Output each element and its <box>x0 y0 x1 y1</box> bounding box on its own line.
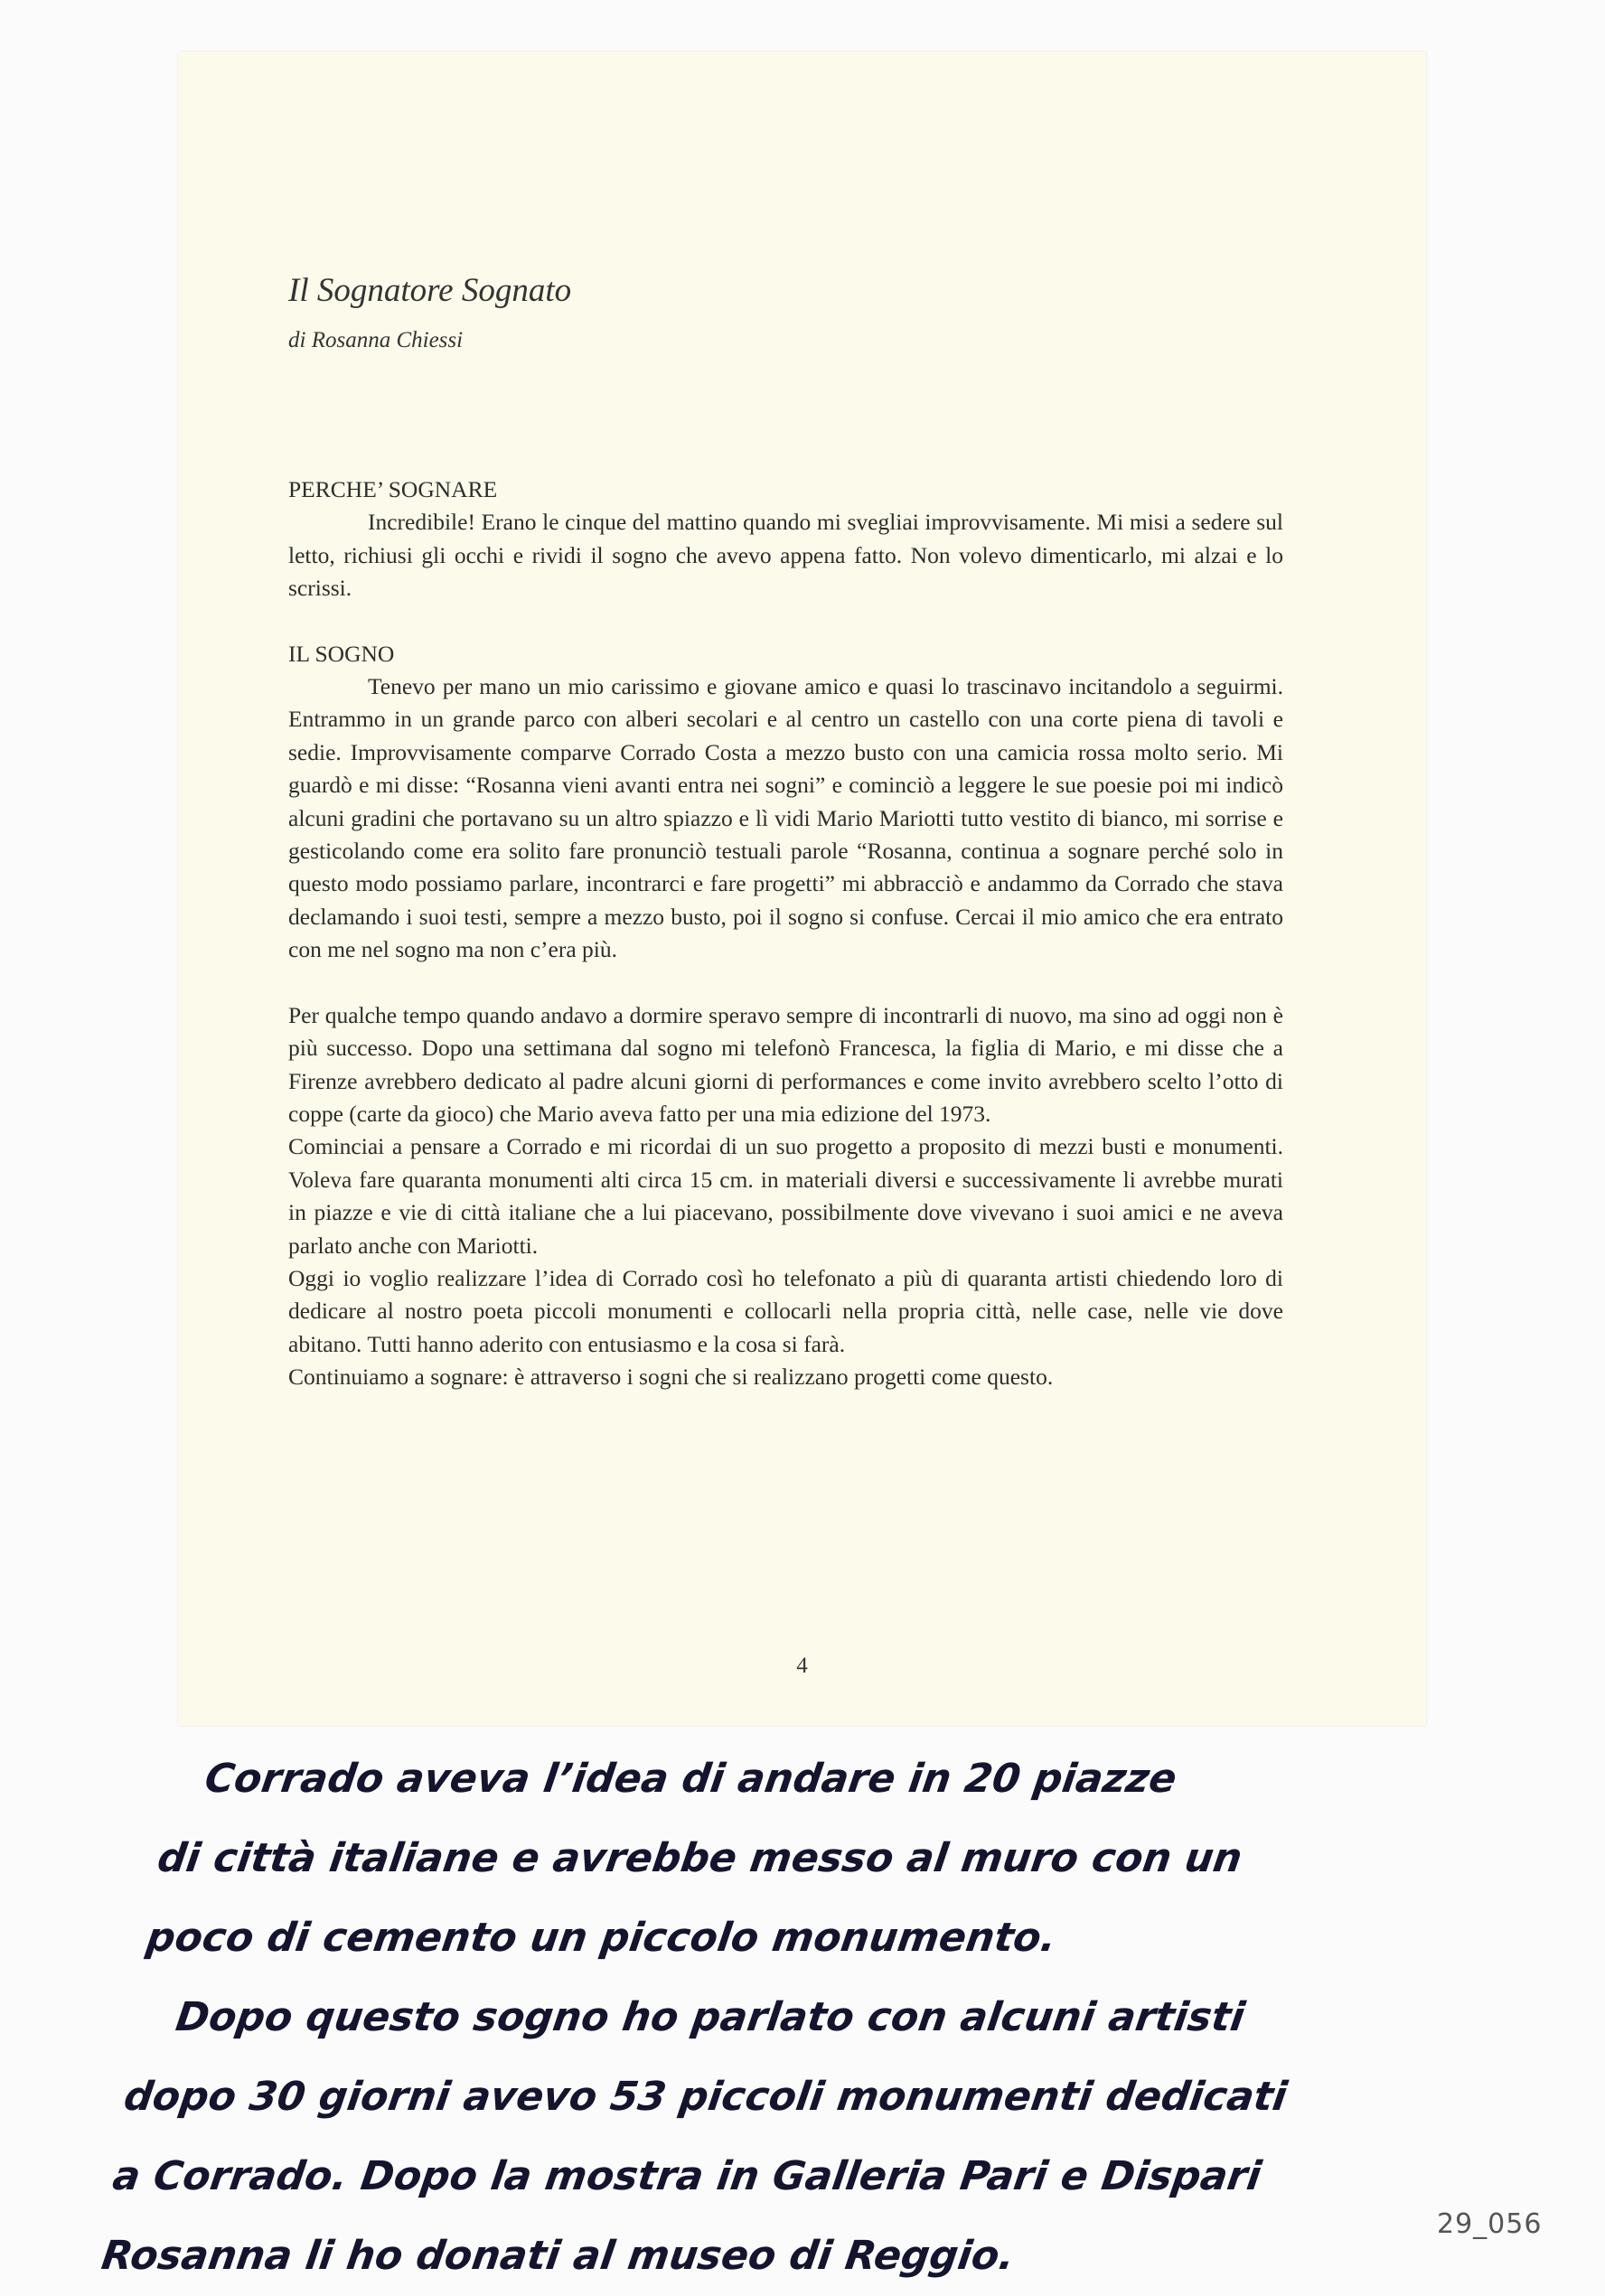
section-heading-perche-sognare: PERCHE’ SOGNARE <box>288 476 498 502</box>
archive-code: 29_056 <box>1437 2208 1543 2240</box>
handwritten-line: a Corrado. Dopo la mostra in Galleria Pari e Dispari <box>109 2153 1264 2199</box>
paragraph-phone-call: Per qualche tempo quando andavo a dormire speravo sempre di incontrarli di nuovo, ma sino ad oggi non è più successo. Dopo una settimana dal sogno mi telefonò Francesca, la figlia di Mario, e mi disse che a Firenze avrebbero dedicato al padre alcuni giorni di performances e come invito avrebbero scelto l’otto di coppe (carte da gioco) che Mario aveva fatto per una mia edizione del 1973. <box>288 1001 1283 1127</box>
handwritten-line: di città italiane e avrebbe messo al muro con un <box>155 1835 1245 1881</box>
paragraph-closing: Continuiamo a sognare: è attraverso i sogni che si realizzano progetti come questo. <box>288 1364 1054 1391</box>
handwritten-line: poco di cemento un piccolo monumento. <box>143 1915 1060 1961</box>
article-body <box>288 473 1283 1394</box>
author-line: di Rosanna Chiessi <box>288 328 464 352</box>
handwritten-note <box>97 1739 1531 2296</box>
section-paragraph-perche-sognare: Incredibile! Erano le cinque del mattino quando mi svegliai improvvisamente. Mi misi a sedere sul letto, richiusi gli occhi e rividi il sogno che avevo appena fatto. Non volevo dimenticarlo, mi alzai e lo scrissi. <box>288 509 1283 602</box>
section-paragraph-il-sogno: Tenevo per mano un mio carissimo e giovane amico e quasi lo trascinavo incitandolo a seguirmi. Entrammo in un grande parco con alberi secolari e al centro un castello con una corte piena di tavoli e sedie. Improvvisamente comparve Corrado Costa a mezzo busto con una camicia rossa molto serio. Mi guardò e mi disse: “Rosanna vieni avanti entra nei sogni” e cominciò a leggere le sue poesie poi mi indicò alcuni gradini che portavano su un altro spiazzo e lì vidi Mario Mariotti tutto vestito di bianco, mi sorrise e gesticolando come era solito fare pronunciò testuali parole “Rosanna, continua a sognare perché solo in questo modo possiamo parlare, incontrarci e fare progetti” mi abbracciò e andammo da Corrado che stava declamando i suoi testi, sempre a mezzo busto, poi il sogno si confuse. Cercai il mio amico che era entrato con me nel sogno ma non c’era più. <box>288 673 1283 963</box>
paragraph-corrado-project: Cominciai a pensare a Corrado e mi ricordai di un suo progetto a proposito di mezzi busti e monumenti. Voleva fare quaranta monumenti alti circa 15 cm. in materiali diversi e successivamente li avrebbe murati in piazze e vie di città italiane che a lui piacevano, possibilmente dove vivevano i suoi amici e ne aveva parlato anche con Mariotti. <box>288 1133 1283 1259</box>
handwritten-line: Dopo questo sogno ho parlato con alcuni artisti <box>173 1994 1248 2040</box>
page-number: 4 <box>796 1654 808 1678</box>
handwritten-line: Corrado aveva l’idea di andare in 20 piazze <box>202 1756 1180 1802</box>
handwritten-line: Rosanna li ho donati al museo di Reggio. <box>99 2233 1018 2279</box>
handwritten-line: dopo 30 giorni avevo 53 piccoli monumenti dedicati <box>121 2074 1291 2120</box>
section-heading-il-sogno: IL SOGNO <box>288 640 395 667</box>
paragraph-realize-idea: Oggi io voglio realizzare l’idea di Corrado così ho telefonato a più di quaranta artisti chiedendo loro di dedicare al nostro poeta piccoli monumenti e collocarli nella propria città, nelle case, nelle vie dove abitano. Tutti hanno aderito con entusiasmo e la cosa si farà. <box>288 1264 1283 1357</box>
printed-page <box>178 52 1426 1726</box>
page-title: Il Sognatore Sognato <box>288 272 572 309</box>
